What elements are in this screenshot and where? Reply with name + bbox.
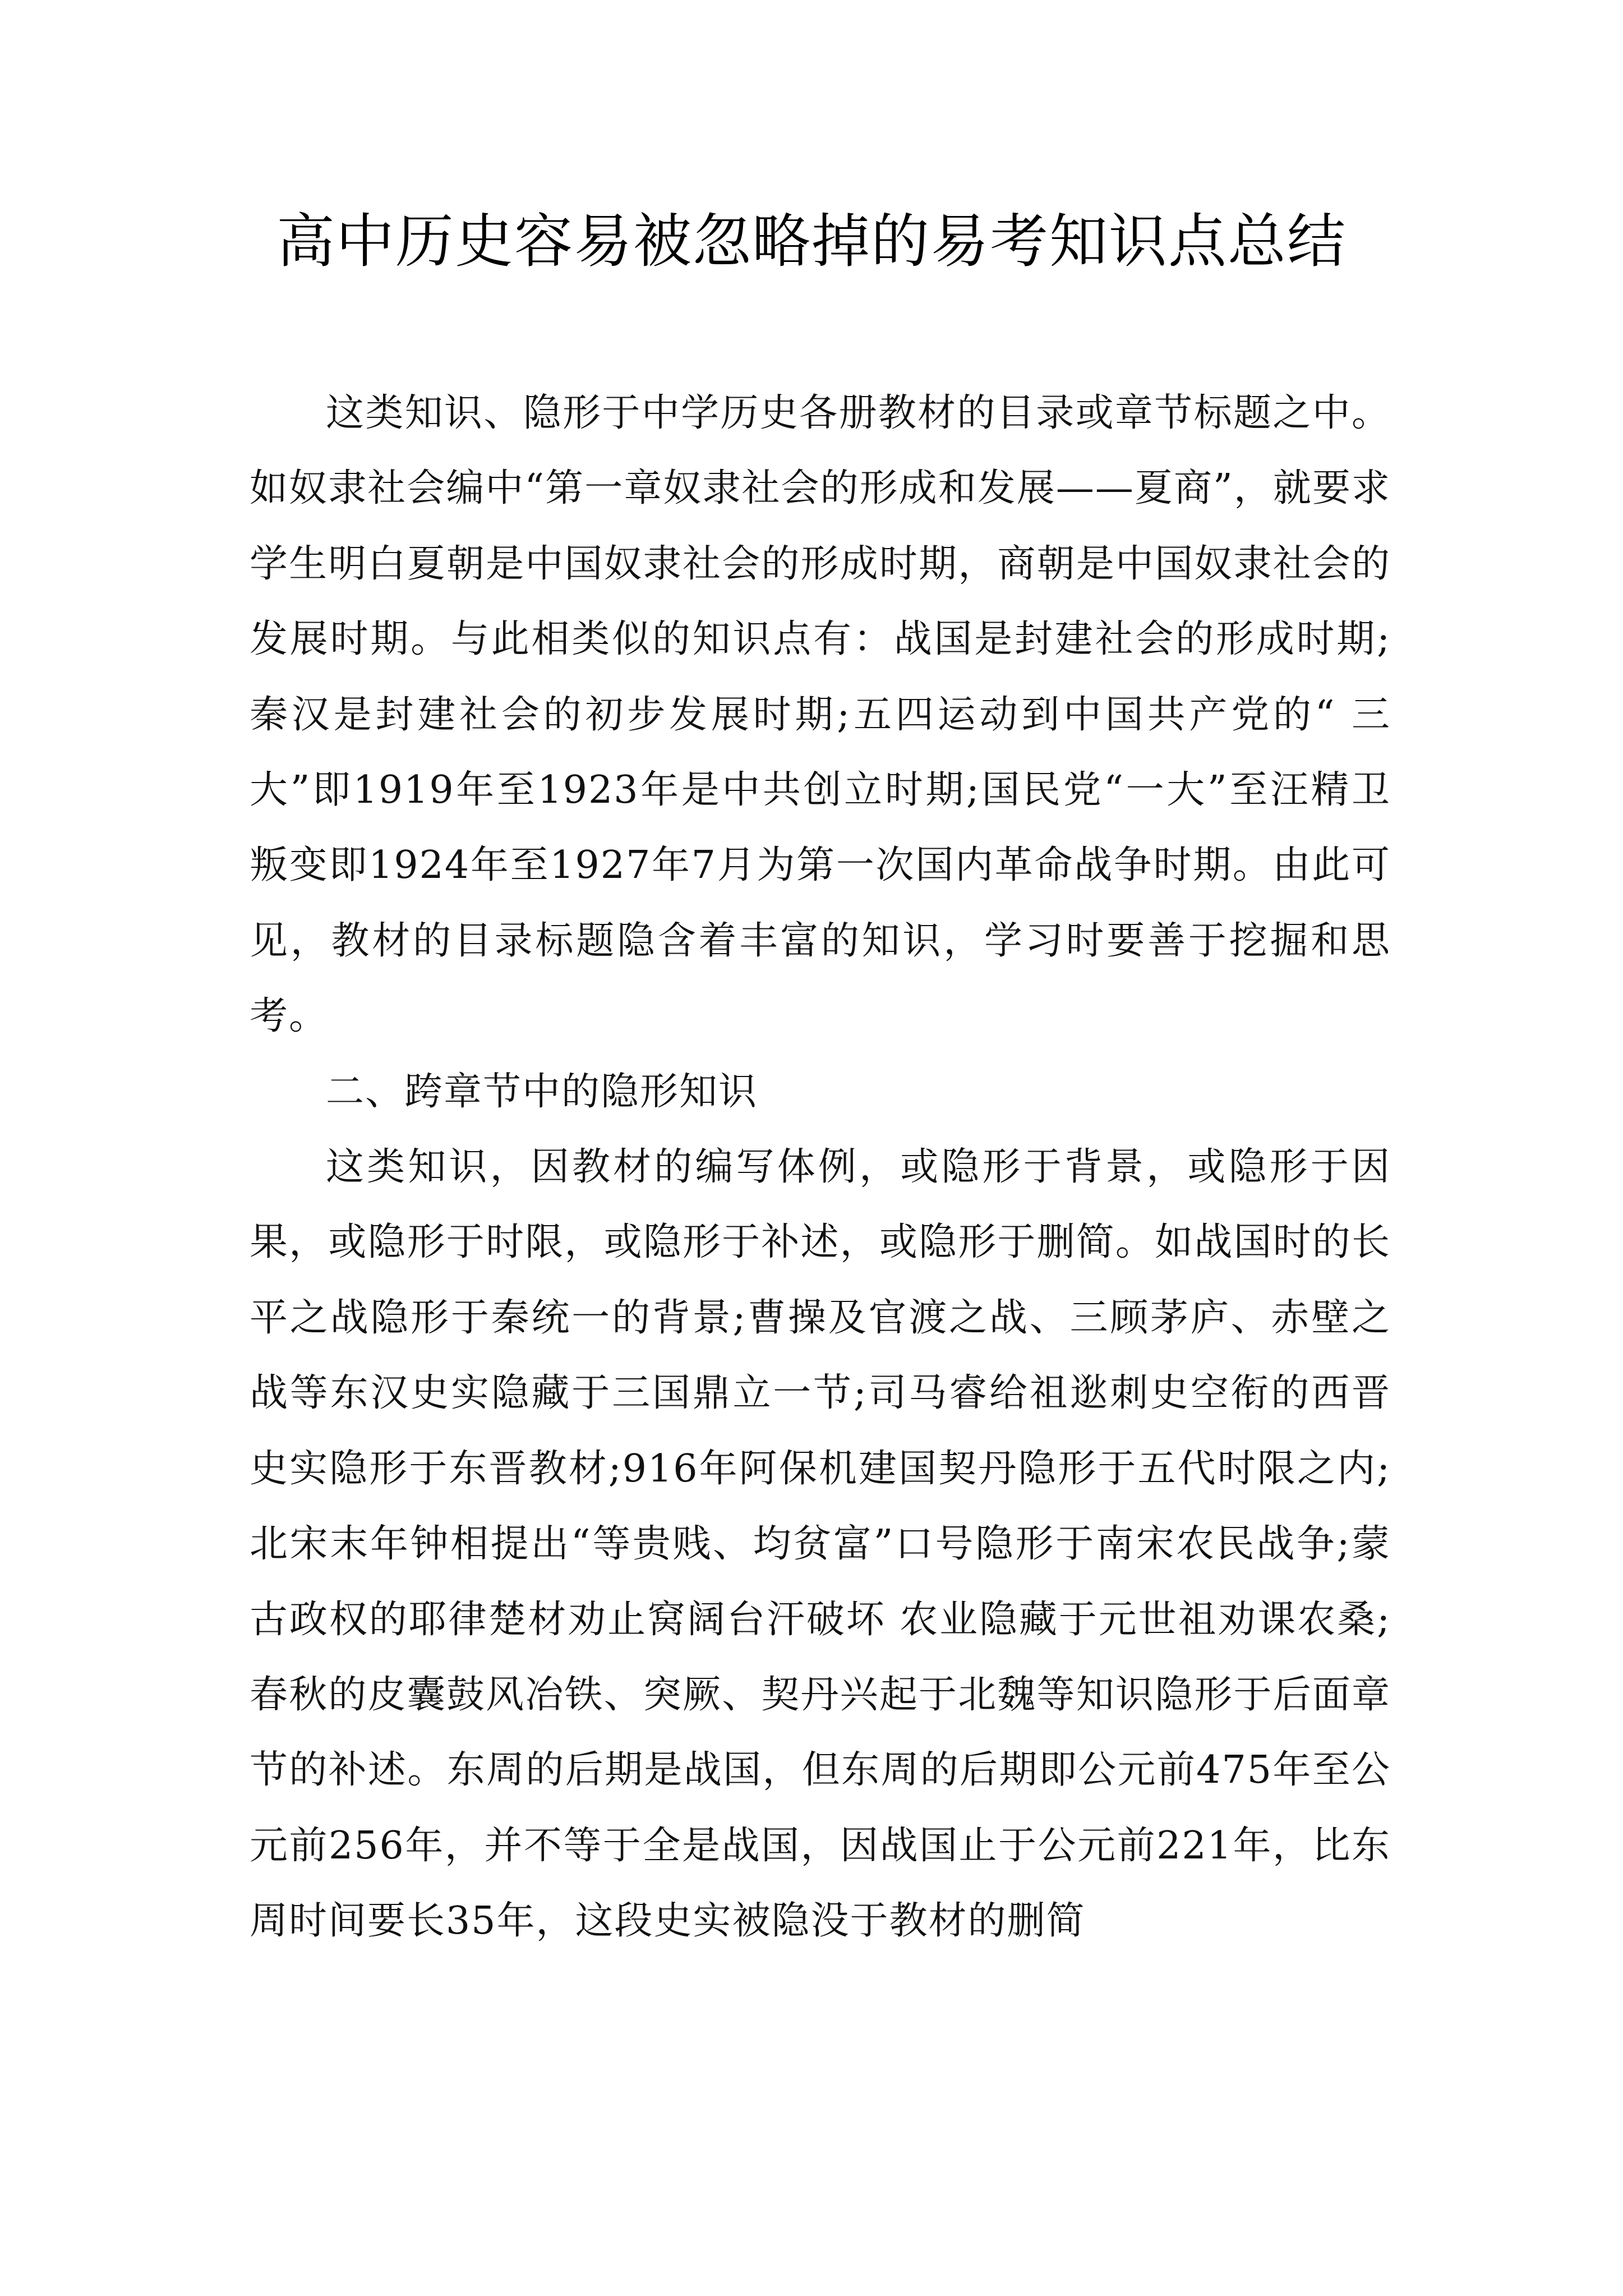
paragraph-cross-chapter-knowledge: 这类知识，因教材的编写体例，或隐形于背景，或隐形于因果，或隐形于时限，或隐形于补述，或隐形于删简。如战国时的长平之战隐形于秦统一的背景;曹操及官渡之战、三顾茅庐、赤壁之战等东汉史实隐藏于三国鼎立一节;司马睿给祖逖刺史空衔的西晋史实隐形于东晋教材;916年阿保机建国契丹隐形于五代时限之内;北宋末年钟相提出“等贵贱、均贫富”口号隐形于南宋农民战争;蒙古政权的耶律楚材劝止窝阔台汗破坏 农业隐藏于元世祖劝课农桑;春秋的皮囊鼓风冶铁、突厥、契丹兴起于北魏等知识隐形于后面章节的补述。东周的后期是战国，但东周的后期即公元前475年至公元前256年，并不等于全是战国，因战国止于公元前221年，比东周时间要长35年，这段史实被隐没于教材的删简 (250, 1145, 1391, 1944)
document-body (250, 376, 1391, 1959)
section-heading-cross-chapter: 二、跨章节中的隐形知识 (326, 1069, 758, 1114)
document-title: 高中历史容易被忽略掉的易考知识点总结 (276, 207, 1347, 275)
paragraph-directory-knowledge: 这类知识、隐形于中学历史各册教材的目录或章节标题之中。如奴隶社会编中“第一章奴隶社会的形成和发展——夏商”，就要求学生明白夏朝是中国奴隶社会的形成时期，商朝是中国奴隶社会的发展时期。与此相类似的知识点有：战国是封建社会的形成时期;秦汉是封建社会的初步发展时期;五四运动到中国共产党的“ 三大”即1919年至1923年是中共创立时期;国民党“一大”至汪精卫叛变即1924年至1927年7月为第一次国内革命战争时期。由此可见，教材的目录标题隐含着丰富的知识，学习时要善于挖掘和思考。 (250, 391, 1391, 1039)
